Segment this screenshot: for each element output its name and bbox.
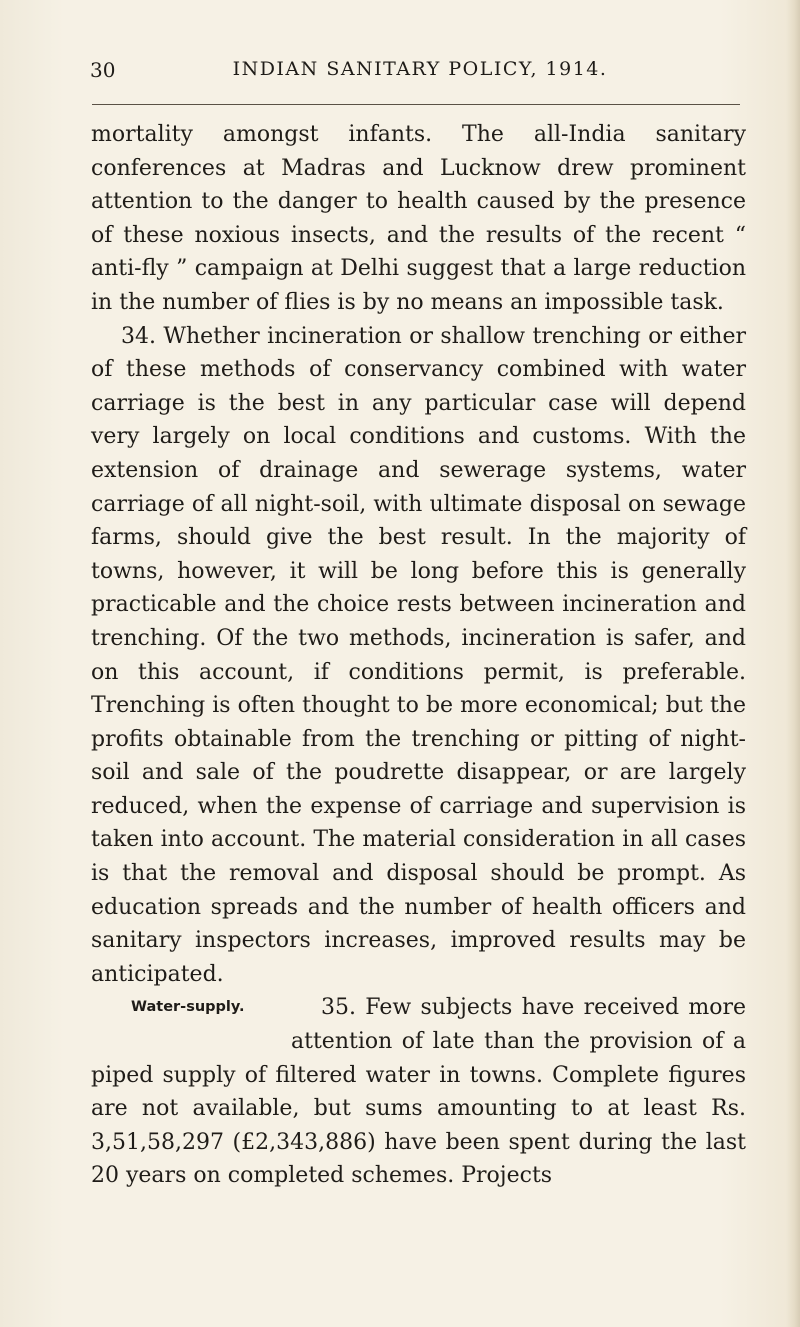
margin-note-water-supply: Water-supply. [131, 999, 245, 1016]
page-header [90, 58, 750, 86]
paragraph-34: 34. Whether incineration or shallow trenching or either of these methods of conservancy combined with water carriage is the best in any particular case will depend very largely on local conditions and customs. With the extension of drainage and sewerage systems, water carriage of all night-soil, with ultimate disposal on sewage farms, should give the best result. In the majority of towns, however, it will be long before this is generally practicable and the choice rests between incineration and trenching. Of the two methods, incineration is safer, and on this account, if conditions permit, is preferable. Trenching is often thought to be more economical; but the profits obtainable from the trenching or pitting of night-soil and sale of the poudrette disappear, or are largely reduced, when the expense of carriage and supervision is taken into account. The material consideration in all cases is that the removal and disposal should be prompt. As education spreads and the number of health officers and sanitary inspectors increases, improved results may be anticipated. [91, 323, 746, 987]
page-number: 30 [90, 58, 116, 82]
paragraph-35: 35. Few subjects have received more attention of late than the provision of a piped supply of filtered water in towns. Complete figures are not available, but sums amounting to at least Rs. 3,51,58,297 (£2,343,886) have been spent during the last 20 years on completed schemes. Projects [91, 995, 746, 1189]
page-edge-shadow [786, 0, 800, 1327]
paragraph-continuation: mortality amongst infants. The all-India sanitary conferences at Madras and Lucknow drew prominent attention to the danger to health caused by the presence of these noxious insects, and the results of the recent “ anti-fly ” campaign at Delhi suggest that a large reduction in the number of flies is by no means an impossible task. [91, 122, 746, 315]
body-text [91, 118, 746, 1193]
header-rule [92, 104, 740, 105]
running-title: INDIAN SANITARY POLICY, 1914. [232, 58, 608, 80]
paragraph-35-wrapper [91, 991, 746, 1193]
